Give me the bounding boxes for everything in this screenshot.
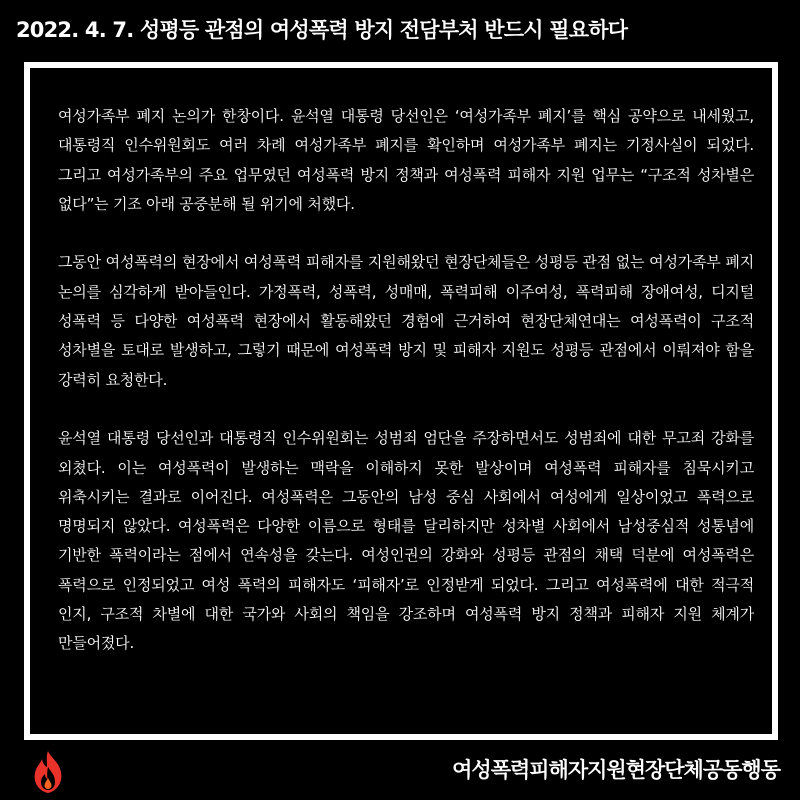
footer xyxy=(0,740,800,800)
paragraph: 그동안 여성폭력의 현장에서 여성폭력 피해자를 지원해왔던 현장단체들은 성평등 관점 없는 여성가족부 폐지 논의를 심각하게 받아들인다. 가정폭력, 성폭력, 성매매, 폭력피해 이주여성, 폭력피해 장애여성, 디지털 성폭력 등 다양한 여성폭력 현장에서 활동해왔던 경험에 근거하여 현장단체연대는 여성폭력이 구조적 성차별을 토대로 발생하고, 그렇기 때문에 여성폭력 방지 및 피해자 지원도 성평등 관점에서 이뤄져야 함을 강력히 요청한다. xyxy=(58,253,754,389)
statement-frame xyxy=(24,62,778,740)
paragraph: 윤석열 대통령 당선인과 대통령직 인수위원회는 성범죄 엄단을 주장하면서도 성범죄에 대한 무고죄 강화를 외쳤다. 이는 여성폭력이 발생하는 맥락을 이해하지 못한 발상이며 여성폭력 피해자를 침묵시키고 위축시키는 결과로 이어진다. 여성폭력은 그동안의 남성 중심 사회에서 여성에게 일상이었고 폭력으로 명명되지 않았다. 여성폭력은 다양한 이름으로 형태를 달리하지만 성차별 사회에서 남성중심적 성통념에 기반한 폭력이라는 점에서 연속성을 갖는다. 여성인권의 강화와 성평등 관점의 채택 덕분에 여성폭력은 폭력으로 인정되었고 여성 폭력의 피해자도 ‘피해자’로 인정받게 되었다. 그리고 여성폭력에 대한 적극적 인지, 구조적 차별에 대한 국가와 사회의 책임을 강조하며 여성폭력 방지 정책과 피해자 지원 체계가 만들어졌다. xyxy=(58,429,754,653)
organization-name: 여성폭력피해자지원현장단체공동행동 xyxy=(452,758,780,782)
flame-icon xyxy=(30,750,66,794)
page-title: 2022. 4. 7. 성평등 관점의 여성폭력 방지 전담부처 반드시 필요하다 xyxy=(16,18,628,42)
statement-body xyxy=(58,102,754,659)
paragraph: 여성가족부 폐지 논의가 한창이다. 윤석열 대통령 당선인은 ‘여성가족부 폐지’를 핵심 공약으로 내세웠고, 대통령직 인수위원회도 여러 차례 여성가족부 폐지를 확인하며 여성가족부 폐지는 기정사실이 되었다. 그리고 여성가족부의 주요 업무였던 여성폭력 방지 정책과 여성폭력 피해자 지원 업무는 “구조적 성차별은 없다”는 기조 아래 공중분해 될 위기에 처했다. xyxy=(58,107,754,213)
